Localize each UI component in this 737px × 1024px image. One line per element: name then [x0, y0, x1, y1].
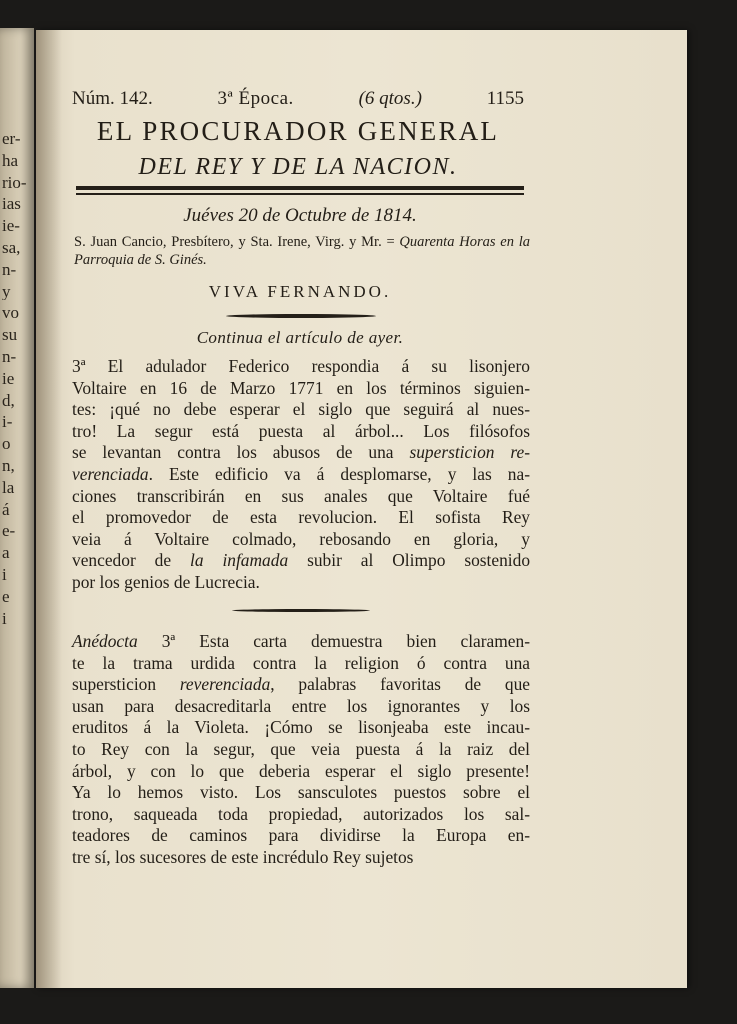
left-page-fragment: er- — [2, 130, 21, 147]
left-page-fragment: rio- — [2, 173, 27, 191]
text-line: se levantan contra los abusos de una supersticion re- — [72, 442, 531, 463]
text-line: el promovedor de esta revolucion. El sofista Rey — [72, 507, 530, 528]
text-line: 3ª El adulador Federico respondia á su lisonjero — [72, 356, 530, 376]
left-page-fragment: la — [2, 478, 15, 496]
left-page-fragment: y — [2, 282, 11, 300]
left-page-fragment: n, — [2, 457, 15, 474]
text-line: Ya lo hemos visto. Los sansculotes puestos sobre el — [72, 782, 530, 803]
title-rule-thin — [76, 193, 524, 195]
text-line: Voltaire en 16 de Marzo 1771 en los términos siguien- — [72, 377, 530, 398]
left-page-fragment: á — [2, 500, 10, 518]
issue-price: (6 qtos.) — [358, 88, 422, 109]
left-page-fragment: n- — [2, 348, 17, 365]
issue-era: 3ª Época. — [217, 88, 294, 109]
text-line: ciones transcribirán en sus anales que Voltaire fué — [72, 485, 530, 506]
text-line: trono, saqueada toda propiedad, autorizados los sal- — [72, 803, 530, 824]
text-line: por los genios de Lucrecia. — [72, 571, 260, 592]
issue-number: Núm. 142. — [72, 88, 153, 109]
left-page-fragment: d, — [2, 391, 15, 409]
left-page-fragment: ias — [2, 195, 21, 213]
dateline: Juéves 20 de Octubre de 1814. — [183, 205, 417, 226]
ornament-rule-top — [226, 314, 376, 318]
text-line: usan para desacreditarla entre los ignorantes y los — [72, 695, 530, 716]
page-number: 1155 — [486, 88, 524, 109]
section-heading: Continua el artículo de ayer. — [196, 328, 404, 347]
paragraph-1 — [72, 356, 530, 594]
text-line: Anédocta 3ª Esta carta demuestra bien claramen- — [72, 631, 530, 651]
left-page-fragment: n- — [2, 260, 17, 278]
issue-header — [72, 88, 524, 110]
newspaper-subtitle: DEL REY Y DE LA NACION. — [138, 154, 458, 180]
left-page-fragment: su — [2, 326, 18, 344]
left-page-fragment: o — [2, 435, 11, 453]
left-page-fragment: ie- — [2, 217, 20, 235]
text-line: tre sí, los sucesores de este incrédulo Rey sujetos — [72, 846, 414, 867]
newspaper-title: EL PROCURADOR GENERAL — [96, 116, 500, 146]
text-line: teadores de caminos para dividirse la Europa en- — [72, 825, 530, 846]
text-line: veia á Voltaire colmado, rebosando en gloria, y — [72, 528, 530, 549]
left-page-edge — [0, 28, 34, 988]
text-line: vencedor de la infamada subir al Olimpo sostenido — [72, 550, 531, 571]
saints-italic: Quarenta Horas en la Parroquia de S. Ginés. — [74, 234, 530, 268]
left-page-fragment: a — [2, 544, 10, 562]
left-page-fragment: e- — [2, 522, 16, 540]
left-page-fragment: i — [2, 609, 7, 627]
left-page-fragment: i — [2, 566, 7, 583]
saints-of-the-day — [74, 233, 530, 269]
text-line: eruditos á la Violeta. ¡Cómo se lisonjeaba este incau- — [72, 717, 530, 738]
text-line: tro! La segur está puesta al árbol... Los filósofos — [72, 420, 530, 441]
page-gutter-shadow — [36, 30, 62, 988]
text-line: verenciada. Este edificio va á desplomarse, y las na- — [72, 463, 530, 484]
text-line: supersticion reverenciada, palabras favoritas de que — [72, 674, 530, 695]
title-rule-thick — [76, 186, 524, 190]
left-page-fragment: e — [2, 587, 10, 605]
text-line: to Rey con la segur, que veia puesta á la raiz del — [72, 738, 530, 759]
ornament-rule-middle — [232, 609, 370, 612]
text-line: te la trama urdida contra la religion ó contra una — [72, 652, 530, 673]
left-page-fragment: ha — [2, 151, 19, 169]
left-page-fragment: vo — [2, 304, 19, 322]
text-line: árbol, y con lo que deberia esperar el siglo presente! — [72, 760, 530, 781]
text-line: tes: ¡qué no debe esperar el siglo que seguirá al nues- — [72, 399, 530, 420]
paragraph-2 — [72, 631, 530, 869]
saints-text: S. Juan Cancio, Presbítero, y Sta. Irene, Virg. y Mr. = — [74, 234, 400, 250]
left-page-fragment: i- — [2, 413, 13, 431]
left-page-fragment: sa, — [2, 239, 21, 256]
left-page-fragment: ie — [2, 369, 15, 387]
viva-heading: VIVA FERNANDO. — [208, 282, 392, 301]
